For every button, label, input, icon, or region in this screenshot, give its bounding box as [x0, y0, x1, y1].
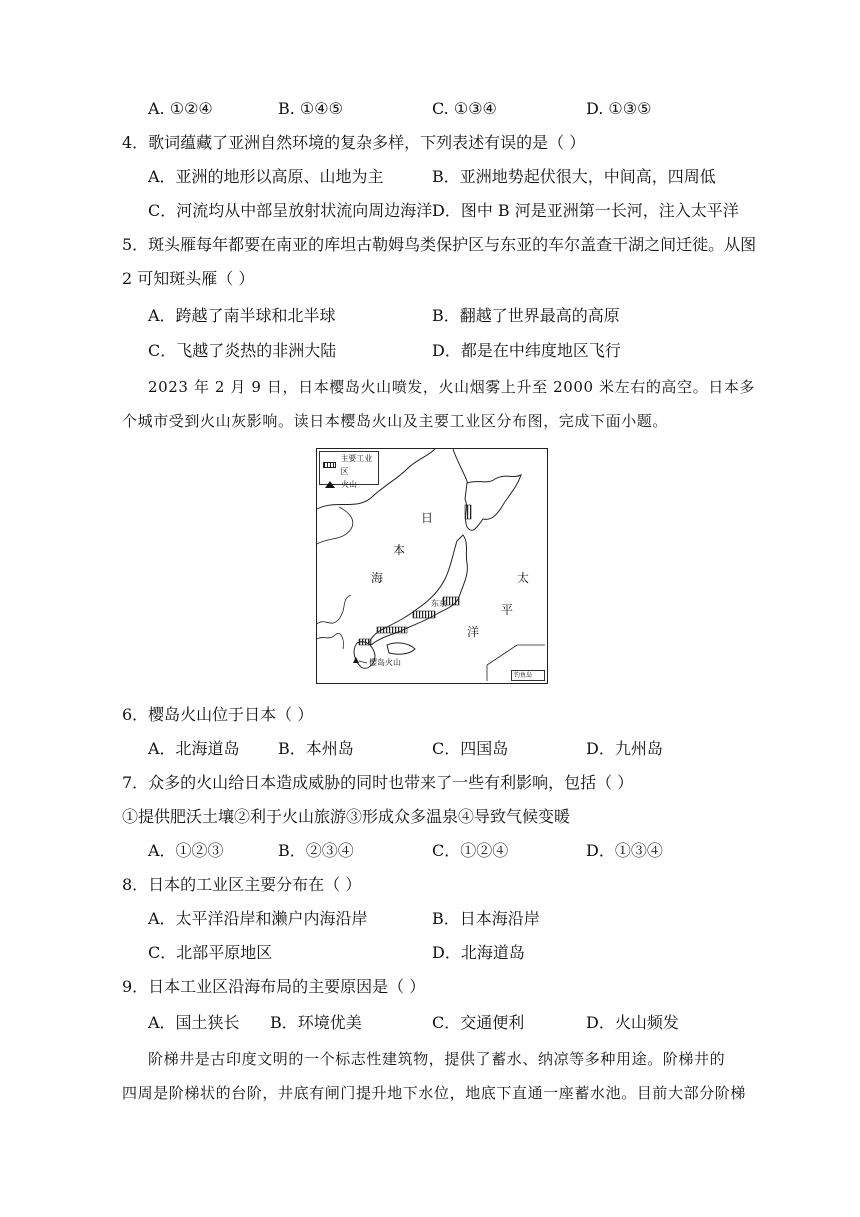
label-sea-ri: 日 [421, 511, 434, 525]
q9-option-d[interactable]: D．火山频发 [586, 1013, 679, 1032]
q6-option-c[interactable]: C．四国岛 [432, 739, 509, 758]
q3-option-d[interactable]: D. ①③⑤ [586, 99, 652, 118]
q3-option-b[interactable]: B. ①④⑤ [278, 99, 343, 118]
q9-option-b[interactable]: B．环境优美 [270, 1013, 362, 1032]
q9-option-a[interactable]: A．国土狭长 [148, 1013, 240, 1032]
q8-stem: 8．日本的工业区主要分布在（ ） [122, 875, 362, 894]
label-tokyo: 东京 [431, 599, 447, 608]
q5-option-c[interactable]: C．飞越了炎热的非洲大陆 [148, 341, 337, 360]
q8-option-b[interactable]: B．日本海沿岸 [432, 909, 540, 928]
q7-stem: 7．众多的火山给日本造成威胁的同时也带来了一些有利影响，包括（ ） [122, 773, 634, 792]
q8-option-a[interactable]: A．太平洋沿岸和濑户内海沿岸 [148, 909, 368, 928]
q7-option-a[interactable]: A．①②③ [148, 841, 224, 860]
q5-option-d[interactable]: D．都是在中纬度地区飞行 [432, 341, 621, 360]
q5-stem-line1: 5．斑头雁每年都要在南亚的库坦古勒姆鸟类保护区与东亚的车尔盖查干湖之间迁徙。从图 [122, 235, 757, 254]
q6-stem: 6．樱岛火山位于日本（ ） [122, 705, 314, 724]
passage2-line1: 阶梯井是古印度文明的一个标志性建筑物，提供了蓄水、纳凉等多种用途。阶梯井的 [148, 1050, 726, 1068]
inset-box [511, 670, 545, 681]
q7-option-b[interactable]: B．②③④ [278, 841, 354, 860]
q9-option-c[interactable]: C．交通便利 [432, 1013, 525, 1032]
q3-option-a[interactable]: A. ①②④ [148, 99, 213, 118]
q4-option-a[interactable]: A．亚洲的地形以高原、山地为主 [148, 167, 384, 186]
q4-option-d[interactable]: D．图中 B 河是亚洲第一长河，注入太平洋 [432, 201, 739, 220]
q5-stem-line2: 2 可知斑头雁（ ） [122, 269, 255, 288]
industrial-zone-swatch [323, 462, 336, 468]
q5-option-a[interactable]: A．跨越了南半球和北半球 [148, 306, 336, 325]
q8-option-c[interactable]: C．北部平原地区 [148, 943, 273, 962]
legend-volcano: 火山 [341, 480, 357, 489]
label-ocean-ping: 平 [501, 603, 514, 617]
map-legend [319, 451, 379, 489]
passage1-line2: 个城市受到火山灰影响。读日本樱岛火山及主要工业区分布图，完成下面小题。 [122, 412, 669, 430]
q6-option-d[interactable]: D．九州岛 [586, 739, 663, 758]
japan-map [316, 448, 548, 684]
label-ocean-tai: 太 [517, 571, 530, 585]
q4-option-c[interactable]: C．河流均从中部呈放射状流向周边海洋 [148, 201, 433, 220]
volcano-icon [325, 481, 335, 488]
label-ocean-yang: 洋 [467, 625, 480, 639]
q4-stem: 4．歌词蕴藏了亚洲自然环境的复杂多样，下列表述有误的是（ ） [122, 133, 586, 152]
passage1-line1: 2023 年 2 月 9 日，日本樱岛火山喷发，火山烟雾上升至 2000 米左右的高空。日本多 [148, 378, 756, 396]
q3-option-c[interactable]: C. ①③④ [432, 99, 497, 118]
q6-option-a[interactable]: A．北海道岛 [148, 739, 240, 758]
q6-option-b[interactable]: B．本州岛 [278, 739, 354, 758]
q8-option-d[interactable]: D．北海道岛 [432, 943, 525, 962]
q9-stem: 9．日本工业区沿海布局的主要原因是（ ） [122, 977, 426, 996]
passage2-line2: 四周是阶梯状的台阶，井底有闸门提升地下水位，地底下直通一座蓄水池。目前大部分阶梯 [122, 1084, 747, 1102]
q5-option-b[interactable]: B．翻越了世界最高的高原 [432, 306, 620, 325]
q4-option-b[interactable]: B．亚洲地势起伏很大，中间高，四周低 [432, 167, 716, 186]
q7-option-d[interactable]: D．①③④ [586, 841, 663, 860]
label-sakurajima: 樱岛火山 [369, 658, 401, 667]
legend-industrial: 主要工业区 [340, 454, 373, 476]
label-inset: 钓鱼岛 [514, 672, 533, 679]
label-sea-hai: 海 [371, 571, 384, 585]
label-sea-ben: 本 [393, 543, 406, 557]
q7-option-c[interactable]: C．①②④ [432, 841, 509, 860]
q7-items: ①提供肥沃土壤②利于火山旅游③形成众多温泉④导致气候变暖 [122, 807, 571, 826]
